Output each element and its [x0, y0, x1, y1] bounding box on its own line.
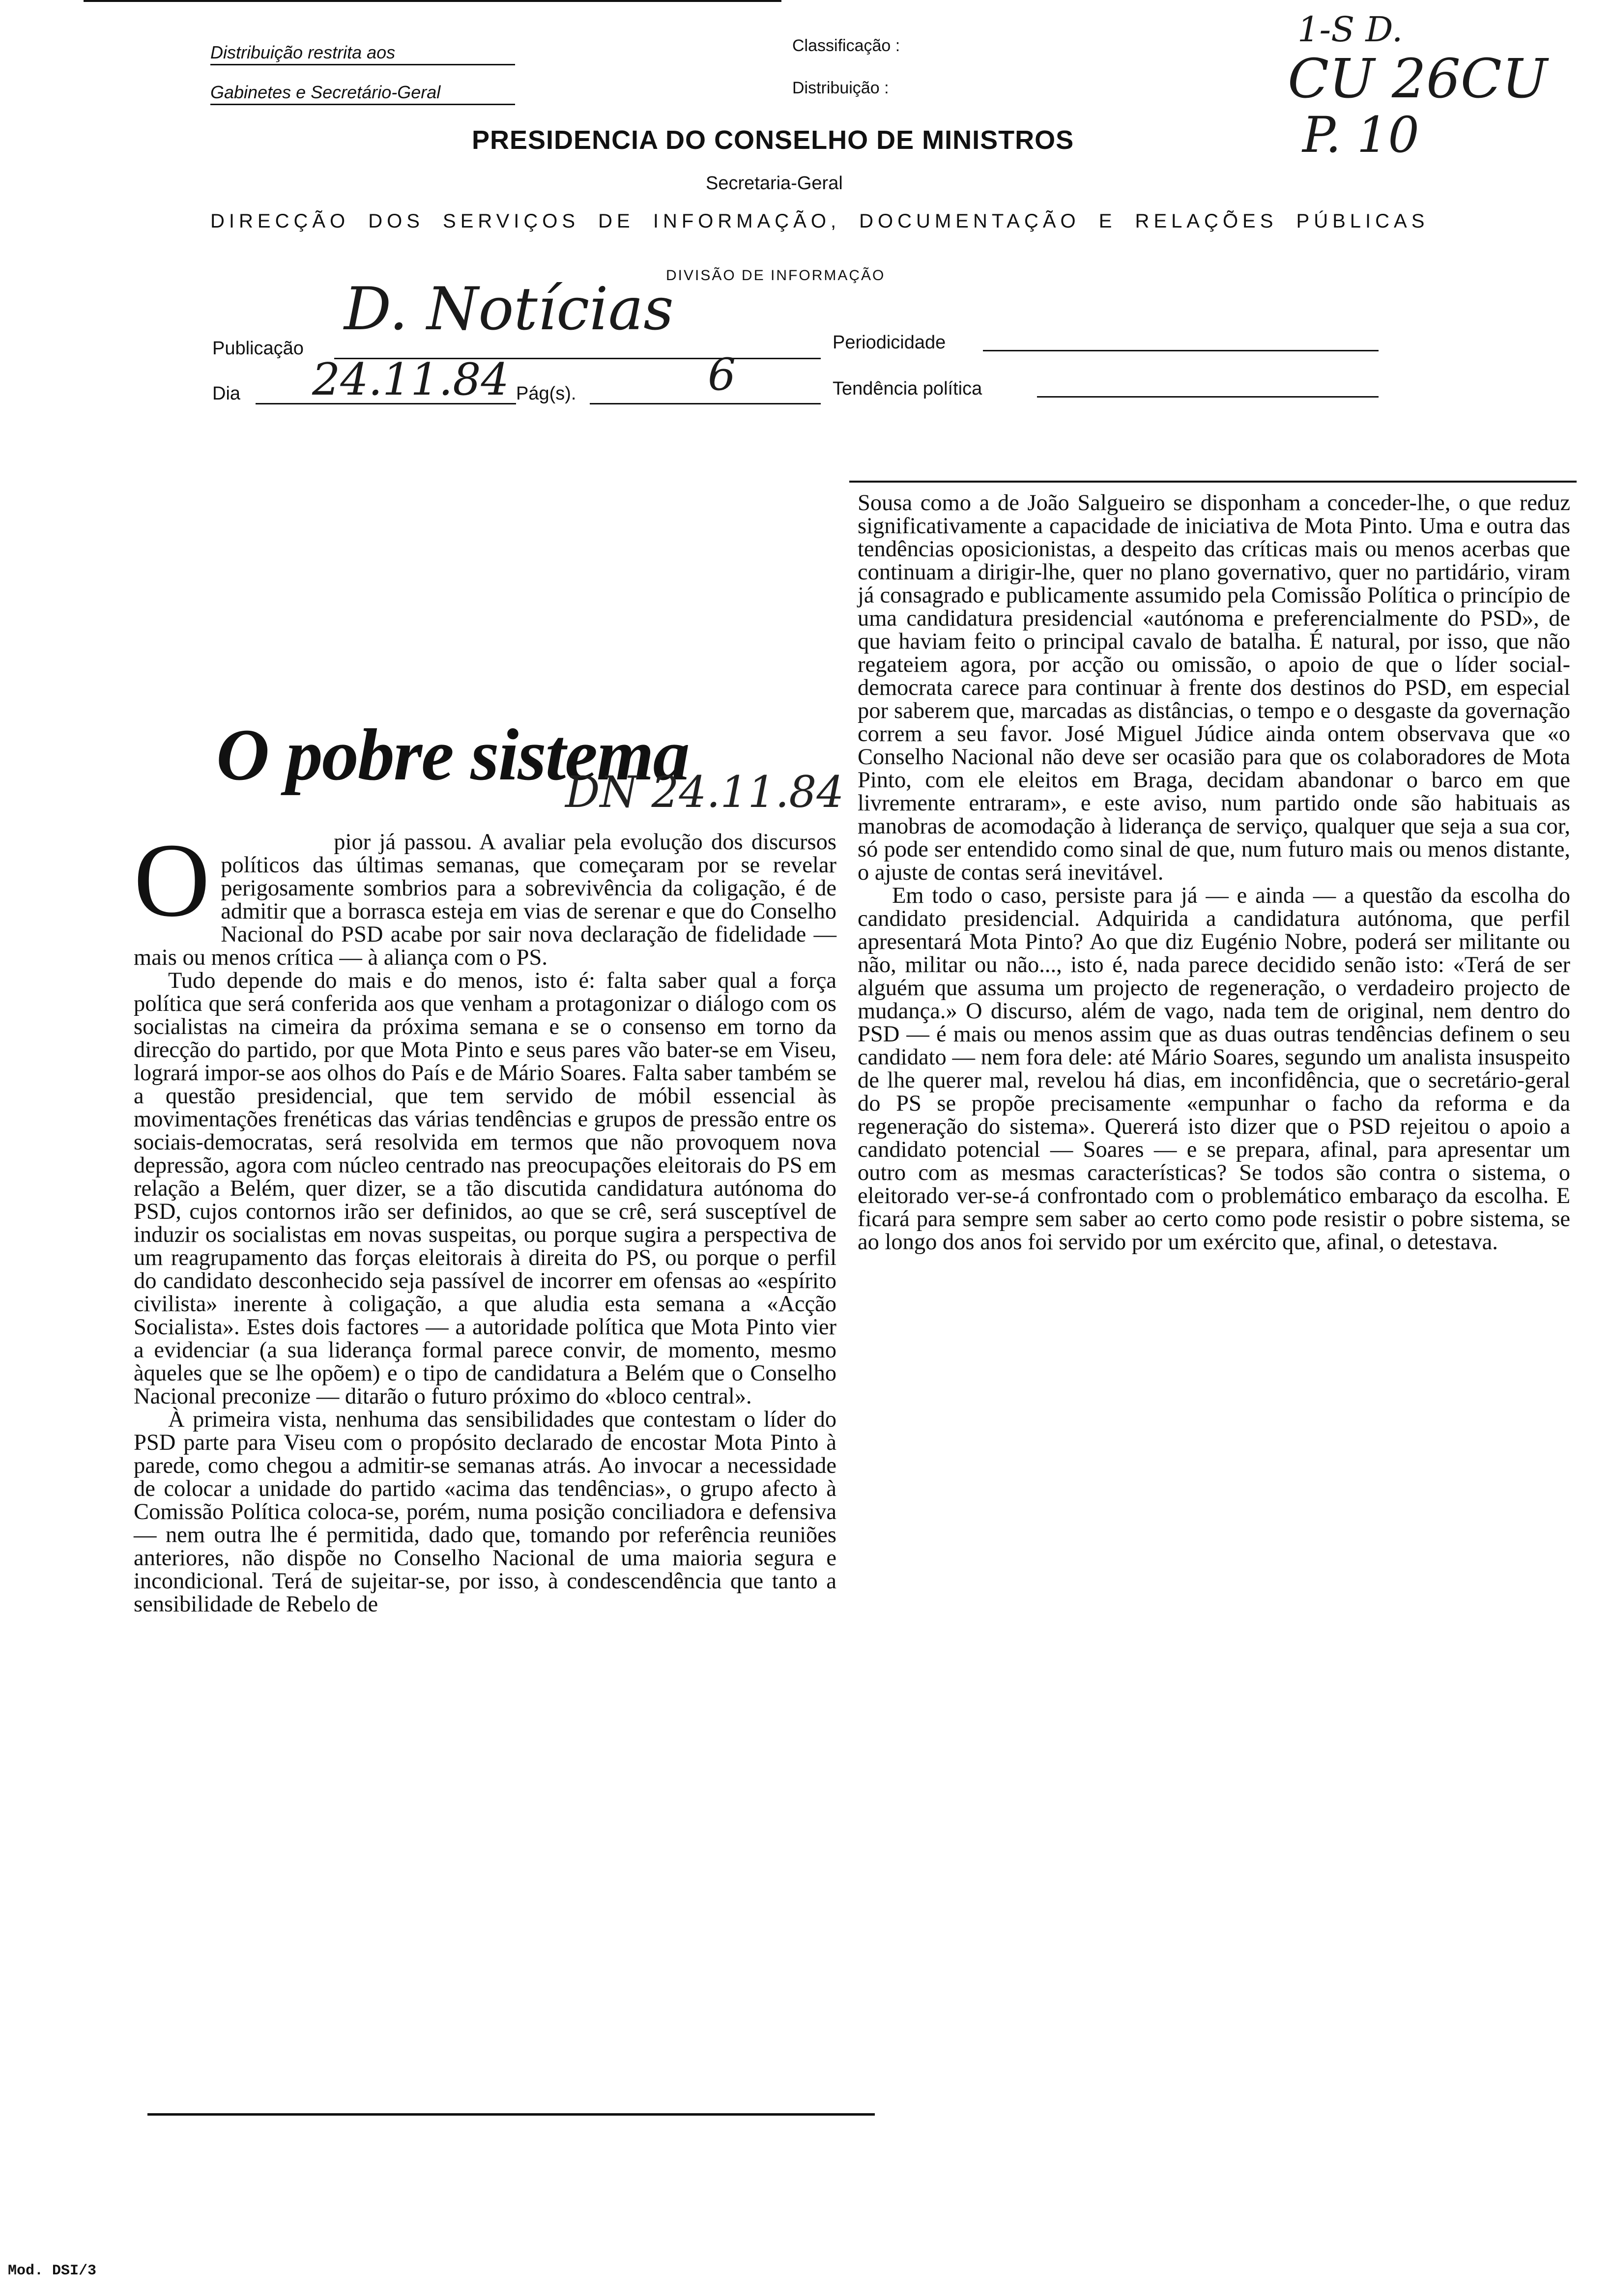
directorate-title: DIRECÇÃO DOS SERVIÇOS DE INFORMAÇÃO, DOCUMENTAÇÃO E RELAÇÕES PÚBLICAS — [210, 210, 1429, 232]
organization-title: PRESIDENCIA DO CONSELHO DE MINISTROS — [472, 125, 1074, 155]
pags-line — [590, 403, 821, 404]
publicacao-label: Publicação — [212, 338, 304, 359]
department-title: Secretaria-Geral — [706, 173, 843, 194]
article-paragraph: Em todo o caso, persiste para já — e ainda — a questão da escolha do candidato presidencial. Adquirida a candidatura autónoma, que perfil apresentará Mota Pinto? Ao que diz Eugénio Nobre, poderá ser militante ou não, militar ou não..., isto é, nada parece decidido senão isto: «Terá de ser alguém que assuma um projecto de regeneração, o verdadeiro projecto de mudança.» O discurso, além de vago, nada tem de original, nem dentro do PSD — é mais ou menos assim que as duas outras tendências definem o seu candidato — nem fora dele: até Mário Soares, segundo um analista insuspeito de lhe querer mal, revelou há dias, em inconfidência, que o secretário-geral do PS se propõe precisamente «empunhar o facho da reforma e da regeneração do sistema». Quererá isto dizer que o PSD rejeitou o apoio a candidato potencial — Soares — e se prepara, afinal, para apresentar um outro com as mesmas características? Se todos são contra o sistema, o eleitorado ver-se-á confrontado com o problemático embaraço da escolha. E ficará para sempre sem saber ao certo como pode resistir o pobre sistema, se ao longo dos anos foi servido por um exército que, afinal, o detestava. — [858, 883, 1570, 1255]
periodicidade-label: Periodicidade — [833, 332, 946, 353]
dia-label: Dia — [212, 383, 241, 404]
tendencia-line — [1037, 396, 1379, 398]
publicacao-handwritten-value: D. Notícias — [344, 275, 674, 344]
article-title: O pobre sistema — [216, 714, 689, 796]
distribuicao-label: Distribuição : — [792, 79, 889, 97]
article-left-column — [134, 821, 836, 1617]
handwritten-ref-line-3: P. 10 — [1302, 106, 1419, 164]
pags-handwritten-value: 6 — [708, 349, 736, 401]
dia-handwritten-value: 24.11.84 — [312, 354, 509, 405]
restriction-line-2: Gabinetes e Secretário-Geral — [210, 82, 515, 105]
article-paragraph: À primeira vista, nenhuma das sensibilidades que contestam o líder do PSD parte para Viseu com o propósito declarado de encostar Mota Pinto à parede, como chegou a admitir-se semanas atrás. Ao invocar a necessidade de colocar a unidade do partido «acima das tendências», o grupo afecto à Comissão Política coloca-se, porém, numa posição conciliadora e defensiva — nem outra lhe é permitida, dado que, tomando por referência reuniões anteriores, não dispõe no Conselho Nacional de uma maioria segura e incondicional. Terá de sujeitar-se, por isso, à condescendência que tanto a sensibilidade de Rebelo de — [134, 1407, 836, 1617]
article-paragraph: Tudo depende do mais e do menos, isto é: falta saber qual a força política que será conferida aos que venham a protagonizar o diálogo com os socialistas na cimeira da próxima semana e se o consenso em torno da direcção do partido, por que Mota Pinto e seus pares vão bater-se em Viseu, logrará impor-se aos olhos do País e de Mário Soares. Falta saber também se a questão presidencial, que tem servido de móbil essencial às movimentações frenéticas das várias tendências e grupos de pressão entre os sociais-democratas, será resolvida em termos que não provoquem nova depressão, agora com núcleo centrado nas preocupações eleitorais do PS em relação a Belém, quer dizer, se a tão discutida candidatura autónoma do PSD, cujos contornos irão ser definidos, ao que se crê, será susceptível de induzir os socialistas em novas suspeitas, ou porque sugira a perspectiva de um reagrupamento das forças eleitorais à direita do PS, ou porque o perfil do candidato desconhecido seja passível de incorrer em ofensas ao «espírito civilista» inerente à coligação, a que aludia esta semana a «Acção Socialista». Estes dois factores — a autoridade política que Mota Pinto vier a evidenciar (a sua liderança formal parece convir, de momento, mesmo àqueles que se lhe opõem) e o tipo de candidatura a Belém que o Conselho Nacional preconize — ditarão o futuro próximo do «bloco central». — [134, 968, 836, 1409]
scan-top-edge — [84, 0, 781, 2]
restriction-note — [210, 42, 515, 122]
handwritten-ref-line-2: CU 26CU — [1288, 47, 1548, 110]
column-top-rule — [849, 481, 1577, 483]
periodicidade-line — [983, 350, 1379, 351]
column-bottom-rule — [147, 2113, 875, 2116]
title-handwritten-date: DN 24.11.84 — [565, 767, 844, 817]
restriction-line-1: Distribuição restrita aos — [210, 42, 515, 65]
tendencia-label: Tendência política — [833, 378, 982, 399]
article-paragraph: pior já passou. A avaliar pela evolução dos discursos políticos das últimas semanas, que começaram por se revelar perigosamente sombrios para a sobrevivência da coligação, é de admitir que a borrasca esteja em vias de serenar e que do Conselho Nacional do PSD acabe por sair nova declaração de fidelidade — mais ou menos crítica — à aliança com o PS. — [134, 830, 836, 970]
handwritten-file-ref — [1288, 10, 1583, 162]
article-paragraph: Sousa como a de João Salgueiro se disponham a conceder-lhe, o que reduz significativamente a capacidade de iniciativa de Mota Pinto. Uma e outra das tendências oposicionistas, a despeito das críticas mais ou menos acerbas que continuam a dirigir-lhe, quer no plano governativo, quer no partidário, viram já consagrado e publicamente assumido pela Comissão Política o princípio de uma candidatura presidencial «autónoma e preferencialmente do PSD», de que haviam feito o principal cavalo de batalha. É natural, por isso, que não regateiem agora, por acção ou omissão, o apoio de que o líder social-democrata carece para continuar à frente dos destinos do PSD, em especial por saberem que, marcadas as distâncias, o tempo e o desgaste da governação correm a seu favor. José Miguel Júdice ainda ontem observava que «o Conselho Nacional não deve ser ocasião para que os colaboradores de Mota Pinto, com ele eleitos em Braga, decidam abandonar o barco em que livremente entraram», e este aviso, num partido onde são habituais as manobras de acomodação à liderança de serviço, qualquer que seja a sua cor, só pode ser entendido como sinal de que, num futuro mais ou menos distante, o ajuste de contas será inevitável. — [858, 490, 1570, 885]
pags-label: Pág(s). — [516, 383, 576, 404]
division-title: DIVISÃO DE INFORMAÇÃO — [666, 267, 886, 284]
drop-cap: O — [134, 821, 210, 939]
classificacao-label: Classificação : — [792, 36, 900, 55]
handwritten-ref-line-1: 1-S D. — [1297, 9, 1403, 50]
form-model-code: Mod. DSI/3 — [8, 2263, 97, 2279]
article-right-column — [858, 491, 1570, 1254]
